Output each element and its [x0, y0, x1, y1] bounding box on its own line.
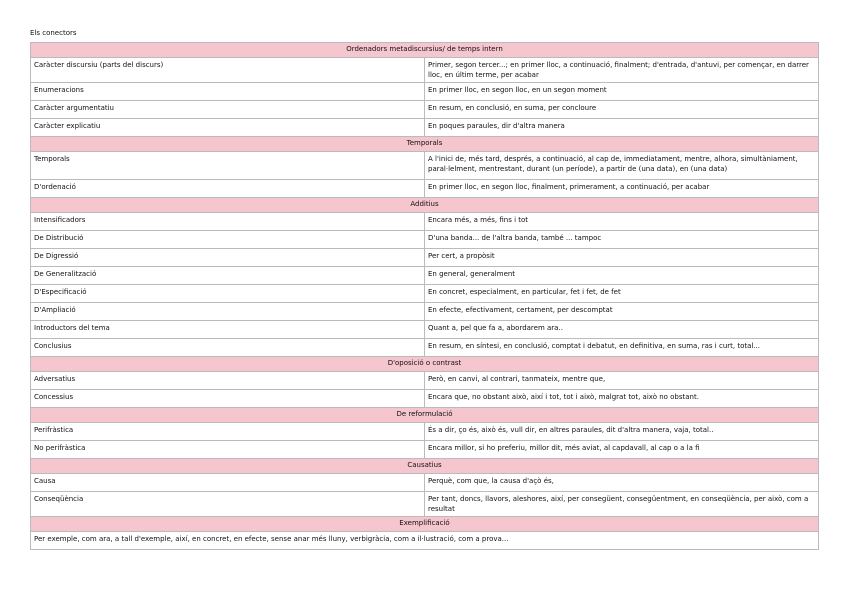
connector-category: D'Especificació — [31, 285, 425, 303]
connector-category: Caràcter argumentatiu — [31, 101, 425, 119]
connector-category: Caràcter discursiu (parts del discurs) — [31, 58, 425, 83]
table-row — [31, 119, 819, 137]
connector-category: No perifràstica — [31, 441, 425, 459]
connector-category: D'ordenació — [31, 180, 425, 198]
table-row — [31, 532, 819, 550]
connector-examples: Però, en canvi, al contrari, tanmateix, mentre que, — [425, 372, 819, 390]
table-row — [31, 249, 819, 267]
connector-examples: Quant a, pel que fa a, abordarem ara.. — [425, 321, 819, 339]
connectors-table — [30, 42, 819, 550]
section-header: Exemplificació — [31, 517, 819, 532]
table-row — [31, 339, 819, 357]
table-row — [31, 492, 819, 517]
table-row — [31, 441, 819, 459]
connector-category: De Digressió — [31, 249, 425, 267]
connector-examples: Encara més, a més, fins i tot — [425, 213, 819, 231]
table-row — [31, 231, 819, 249]
connector-examples: Per tant, doncs, llavors, aleshores, així, per consegüent, consegüentment, en conseqüència, per això, com a resultat — [425, 492, 819, 517]
connector-category: Caràcter explicatiu — [31, 119, 425, 137]
connector-examples: En concret, especialment, en particular, fet i fet, de fet — [425, 285, 819, 303]
connector-category: Conclusius — [31, 339, 425, 357]
table-row — [31, 303, 819, 321]
connector-examples: En poques paraules, dir d'altra manera — [425, 119, 819, 137]
document-title: Els conectors — [30, 29, 77, 37]
connector-examples: En resum, en conclusió, en suma, per concloure — [425, 101, 819, 119]
connector-examples: Perquè, com que, la causa d'açò és, — [425, 474, 819, 492]
section-header: Additius — [31, 198, 819, 213]
connector-examples: Per cert, a propòsit — [425, 249, 819, 267]
connector-examples: Encara que, no obstant això, així i tot, tot i això, malgrat tot, això no obstant. — [425, 390, 819, 408]
table-row — [31, 58, 819, 83]
connector-examples: D'una banda... de l'altra banda, també ... tampoc — [425, 231, 819, 249]
connectors-table-body — [31, 43, 819, 550]
section-header: D'oposició o contrast — [31, 357, 819, 372]
connector-category: Temporals — [31, 152, 425, 180]
section-header-row — [31, 198, 819, 213]
connector-examples: Encara millor, si ho preferiu, millor dit, més aviat, al capdavall, al cap o a la fi — [425, 441, 819, 459]
connector-category: De Generalització — [31, 267, 425, 285]
section-header: De reformulació — [31, 408, 819, 423]
table-row — [31, 213, 819, 231]
table-row — [31, 285, 819, 303]
exemplification-examples: Per exemple, com ara, a tall d'exemple, així, en concret, en efecte, sense anar més lluny, verbigràcia, com a il·lustració, com a prova... — [31, 532, 819, 550]
connector-examples: En efecte, efectivament, certament, per descomptat — [425, 303, 819, 321]
connector-category: Perifràstica — [31, 423, 425, 441]
section-header-row — [31, 357, 819, 372]
connector-category: Concessius — [31, 390, 425, 408]
table-row — [31, 423, 819, 441]
section-header-row — [31, 43, 819, 58]
table-row — [31, 372, 819, 390]
connector-examples: És a dir, ço és, això és, vull dir, en altres paraules, dit d'altra manera, vaja, total.. — [425, 423, 819, 441]
connector-category: Enumeracions — [31, 83, 425, 101]
connectors-table-wrapper — [30, 42, 819, 550]
connector-examples: A l'inici de, més tard, després, a continuació, al cap de, immediatament, mentre, alhora, simultàniament, paral·lelment, mentrestant, durant (un període), a partir de (una data), en (una data) — [425, 152, 819, 180]
table-row — [31, 267, 819, 285]
connector-category: Conseqüència — [31, 492, 425, 517]
connector-examples: En general, generalment — [425, 267, 819, 285]
table-row — [31, 321, 819, 339]
table-row — [31, 474, 819, 492]
section-header: Causatius — [31, 459, 819, 474]
section-header-row — [31, 517, 819, 532]
connector-category: Intensificadors — [31, 213, 425, 231]
table-row — [31, 180, 819, 198]
table-row — [31, 83, 819, 101]
connector-examples: En primer lloc, en segon lloc, en un segon moment — [425, 83, 819, 101]
table-row — [31, 390, 819, 408]
connector-category: Introductors del tema — [31, 321, 425, 339]
connector-examples: Primer, segon tercer...; en primer lloc, a continuació, finalment; d'entrada, d'antuvi, per començar, en darrer lloc, en últim terme, per acabar — [425, 58, 819, 83]
table-row — [31, 152, 819, 180]
section-header-row — [31, 459, 819, 474]
connector-category: D'Ampliació — [31, 303, 425, 321]
section-header: Temporals — [31, 137, 819, 152]
table-row — [31, 101, 819, 119]
section-header-row — [31, 137, 819, 152]
connector-category: Causa — [31, 474, 425, 492]
section-header-row — [31, 408, 819, 423]
connector-examples: En resum, en síntesi, en conclusió, comptat i debatut, en definitiva, en suma, ras i curt, total... — [425, 339, 819, 357]
connector-category: De Distribució — [31, 231, 425, 249]
section-header: Ordenadors metadiscursius/ de temps intern — [31, 43, 819, 58]
connector-examples: En primer lloc, en segon lloc, finalment, primerament, a continuació, per acabar — [425, 180, 819, 198]
connector-category: Adversatius — [31, 372, 425, 390]
